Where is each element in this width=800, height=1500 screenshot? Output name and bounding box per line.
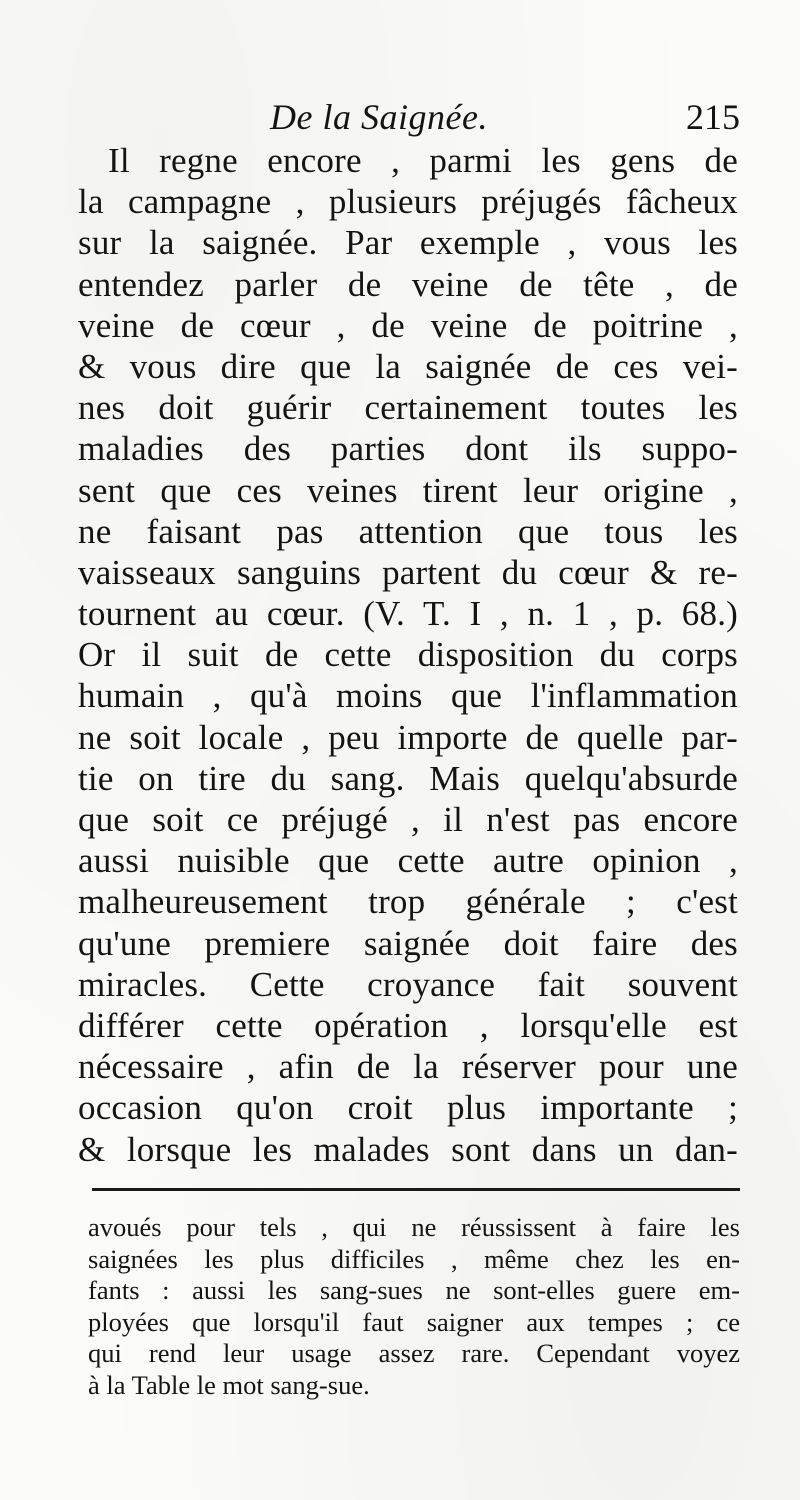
text-line: & lorsque les malades sont dans un dan-	[78, 1129, 738, 1169]
running-head: De la Saignée.	[270, 97, 488, 137]
text-line: tournent au cœur. (V. T. I , n. 1 , p. 68.)	[78, 594, 738, 634]
footnote-rule	[92, 1188, 740, 1191]
footnote-line: à la Table le mot sang-sue.	[88, 1369, 370, 1400]
text-line: que soit ce préjugé , il n'est pas encore	[78, 800, 738, 839]
text-line: la campagne , plusieurs préjugés fâcheux	[78, 182, 738, 222]
text-line: sent que ces veines tirent leur origine ,	[78, 470, 738, 510]
text-line: différer cette opération , lorsqu'elle est	[78, 1005, 738, 1045]
text-line: occasion qu'on croit plus importante ;	[78, 1088, 738, 1128]
text-line: tie on tire du sang. Mais quelqu'absurde	[78, 758, 738, 798]
text-line: ne faisant pas attention que tous les	[78, 511, 738, 551]
footnote	[88, 1212, 740, 1402]
main-text	[78, 140, 738, 1170]
text-line: Or il suit de cette disposition du corps	[78, 635, 738, 675]
text-line: sur la saignée. Par exemple , vous les	[78, 223, 738, 263]
text-line: veine de cœur , de veine de poitrine ,	[78, 305, 738, 345]
text-line: nécessaire , afin de la réserver pour une	[78, 1047, 738, 1087]
footnote-line: fants : aussi les sang-sues ne sont-elles guere em-	[88, 1275, 740, 1306]
page-number: 215	[686, 97, 740, 137]
text-line: & vous dire que la saignée de ces vei-	[78, 346, 738, 386]
text-line: humain , qu'à moins que l'inflammation	[78, 676, 738, 716]
footnote-line: ployées que lorsqu'il faut saigner aux tempes ; ce	[88, 1306, 740, 1337]
text-line: maladies des parties dont ils suppo-	[78, 429, 738, 469]
text-line: nes doit guérir certainement toutes les	[78, 388, 738, 428]
footnote-line: avoués pour tels , qui ne réussissent à faire les	[88, 1212, 740, 1242]
text-line: vaisseaux sanguins partent du cœur & re-	[78, 552, 738, 592]
text-line: entendez parler de veine de tête , de	[78, 264, 738, 304]
page-header	[270, 94, 740, 140]
text-line: aussi nuisible que cette autre opinion ,	[78, 841, 738, 881]
text-line: ne soit locale , peu importe de quelle par-	[78, 717, 738, 757]
text-line: miracles. Cette croyance fait souvent	[78, 964, 738, 1004]
text-line: Il regne encore , parmi les gens de	[108, 141, 738, 180]
footnote-line: qui rend leur usage assez rare. Cependant voyez	[88, 1338, 740, 1369]
text-line: qu'une premiere saignée doit faire des	[78, 923, 738, 963]
footnote-line: saignées les plus difficiles , même chez les en-	[88, 1243, 740, 1274]
text-line: malheureusement trop générale ; c'est	[78, 882, 738, 922]
